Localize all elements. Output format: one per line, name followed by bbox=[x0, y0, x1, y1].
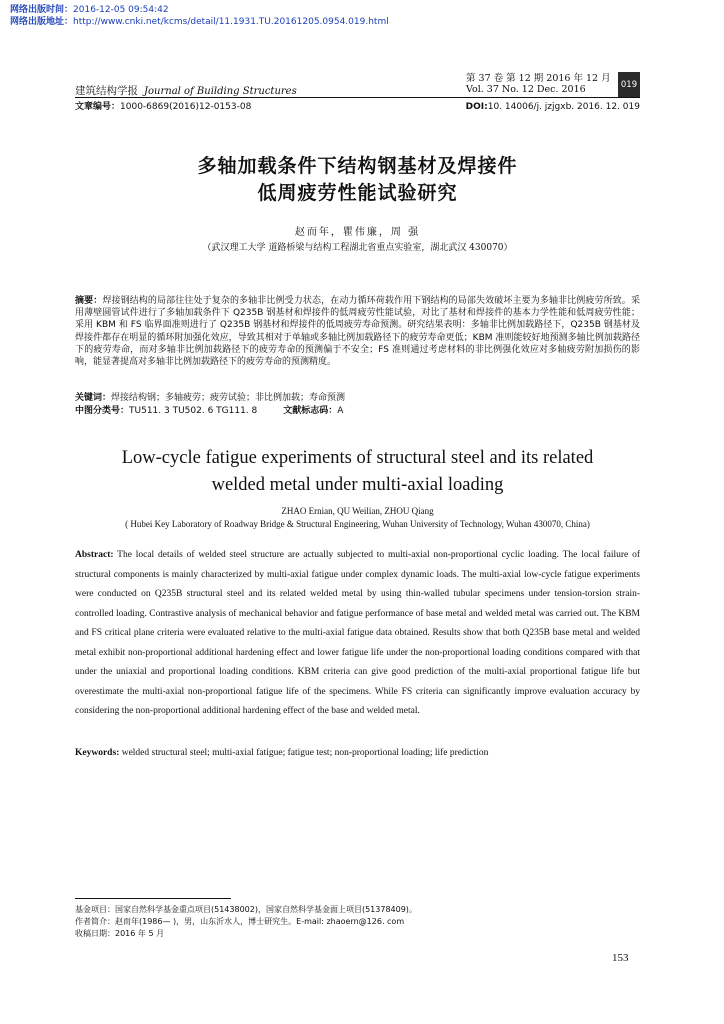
classification-line bbox=[75, 405, 640, 417]
online-url-label: 网络出版地址： bbox=[10, 17, 74, 27]
journal-name-en: Journal of Building Structures bbox=[144, 86, 297, 97]
article-number-label: 文章编号： bbox=[75, 102, 121, 112]
doc-code-label: 文献标志码： bbox=[283, 406, 338, 416]
clc-text: TU511. 3 TU502. 6 TG111. 8 bbox=[129, 406, 258, 416]
journal-header bbox=[75, 83, 297, 98]
affiliation-en: ( Hubei Key Laboratory of Roadway Bridge & Structural Engineering, Wuhan University of Technology, Wuhan 430070, China) bbox=[125, 519, 590, 529]
title-en bbox=[75, 445, 640, 499]
footnote-author: 作者简介：赵而年(1986— )，男，山东沂水人，博士研究生。E-mail: zhaoern@126. com bbox=[75, 917, 405, 926]
authors-en: ZHAO Ernian, QU Weilian, ZHOU Qiang bbox=[281, 506, 434, 516]
page-number: 153 bbox=[612, 952, 629, 964]
online-publish-time bbox=[10, 4, 169, 16]
title-cn bbox=[75, 153, 640, 207]
affiliation-cn: （武汉理工大学 道路桥梁与结构工程湖北省重点实验室，湖北武汉 430070） bbox=[202, 243, 513, 253]
online-time-label: 网络出版时间： bbox=[10, 5, 74, 15]
online-publish-url bbox=[10, 16, 389, 28]
keywords-en-label: Keywords: bbox=[75, 748, 120, 758]
footnote-rule bbox=[75, 898, 231, 899]
online-time-value: 2016-12-05 09:54:42 bbox=[73, 5, 169, 15]
title-cn-line1: 多轴加载条件下结构钢基材及焊接件 bbox=[197, 155, 518, 177]
doi bbox=[466, 101, 640, 113]
keywords-cn bbox=[75, 392, 640, 404]
article-number-value: 1000-6869(2016)12-0153-08 bbox=[120, 102, 252, 112]
clc-label: 中图分类号： bbox=[75, 406, 130, 416]
abstract-cn-label: 摘要： bbox=[75, 296, 103, 306]
footnote-received: 收稿日期：2016 年 5 月 bbox=[75, 929, 165, 938]
title-cn-line2: 低周疲劳性能试验研究 bbox=[257, 182, 458, 204]
doc-code-text: A bbox=[337, 406, 344, 416]
authors-cn: 赵而年，瞿伟廉，周 强 bbox=[294, 227, 421, 238]
issue-info bbox=[466, 73, 616, 95]
keywords-cn-text: 焊接结构钢；多轴疲劳；疲劳试验；非比例加载；寿命预测 bbox=[111, 393, 346, 403]
keywords-cn-label: 关键词： bbox=[75, 393, 112, 403]
keywords-en bbox=[75, 746, 640, 760]
title-en-line2: welded metal under multi-axial loading bbox=[211, 475, 504, 495]
title-en-line1: Low-cycle fatigue experiments of structural steel and its related bbox=[121, 448, 594, 468]
doi-label: DOI: bbox=[465, 102, 488, 112]
footnote-fund: 基金项目：国家自然科学基金重点项目(51438002)，国家自然科学基金面上项目(51378409)。 bbox=[75, 905, 417, 914]
online-url-link[interactable]: http://www.cnki.net/kcms/detail/11.1931.TU.20161205.0954.019.html bbox=[73, 17, 389, 27]
abstract-cn-text: 焊接钢结构的局部往往处于复杂的多轴非比例受力状态，在动力循环荷载作用下钢结构的局部失效破坏主要为多轴非比例疲劳所致。采用薄壁圆管试件进行了多轴加载条件下 Q235B 钢基材和焊接件的低周疲劳性能试验，对比了基材和焊接件的基本力学性能和低周疲劳性能；采用 KBM 和 FS 临界面准则进行了 Q235B 钢基材和焊接件的低周疲劳寿命预测。研究结果表明：多轴非比例加载路径下，Q235B 钢基材及焊接件都存在明显的循环附加强化效应，导致其相对于单轴或多轴比例加载路径下的疲劳寿命更低；KBM 准则能较好地预测多轴比例加载路径下的疲劳寿命，而对多轴非比例加载路径下的疲劳寿命的预测偏于不安全；FS 准则通过考虑材料的非比例强化效应对多轴疲劳附加损伤的影响，能显著提高对多轴非比例加载路径下的疲劳寿命的预测精度。 bbox=[75, 296, 640, 368]
abstract-cn bbox=[75, 295, 640, 368]
doi-value: 10. 14006/j. jzjgxb. 2016. 12. 019 bbox=[487, 102, 640, 112]
keywords-en-text: welded structural steel; multi-axial fatigue; fatigue test; non-proportional loading; life prediction bbox=[121, 748, 489, 758]
journal-name-cn: 建筑结构学报 bbox=[75, 85, 138, 97]
article-number bbox=[75, 101, 251, 113]
header-rule bbox=[75, 97, 640, 98]
page-badge: 019 bbox=[618, 72, 640, 98]
issue-info-en: Vol. 37 No. 12 Dec. 2016 bbox=[466, 84, 586, 95]
issue-info-cn: 第 37 卷 第 12 期 2016 年 12 月 bbox=[466, 73, 611, 84]
abstract-en bbox=[75, 546, 640, 722]
abstract-en-label: Abstract: bbox=[75, 550, 114, 560]
abstract-en-text: The local details of welded steel structure are actually subjected to multi-axial non-proportional cyclic loading. The local failure of structural components is mainly characterized by multi-axial fatigue under complex dynamic loads. The multi-axial low-cycle fatigue experiments were conducted on Q235B structural steel and its related welded metal by using thin-walled tubular specimens under tension-torsion strain-controlled loading. Contrastive analysis of mechanical behavior and fatigue performance of base metal and welded metal was carried out. The KBM and FS critical plane criteria were evaluated relative to the multi-axial fatigue data obtained. Results show that both Q235B base metal and welded metal exhibit non-proportional additional hardening effect and lower fatigue life under the non-proportional loading conditions compared with that under the uniaxial and proportional loading conditions. KBM criteria can give good prediction of the multi-axial proportional fatigue life but overestimate the multi-axial non-proportional fatigue life of the specimens. While FS criteria can significantly improve evaluation accuracy by considering the non-proportional additional hardening effect of the base and welded metal. bbox=[75, 550, 640, 716]
